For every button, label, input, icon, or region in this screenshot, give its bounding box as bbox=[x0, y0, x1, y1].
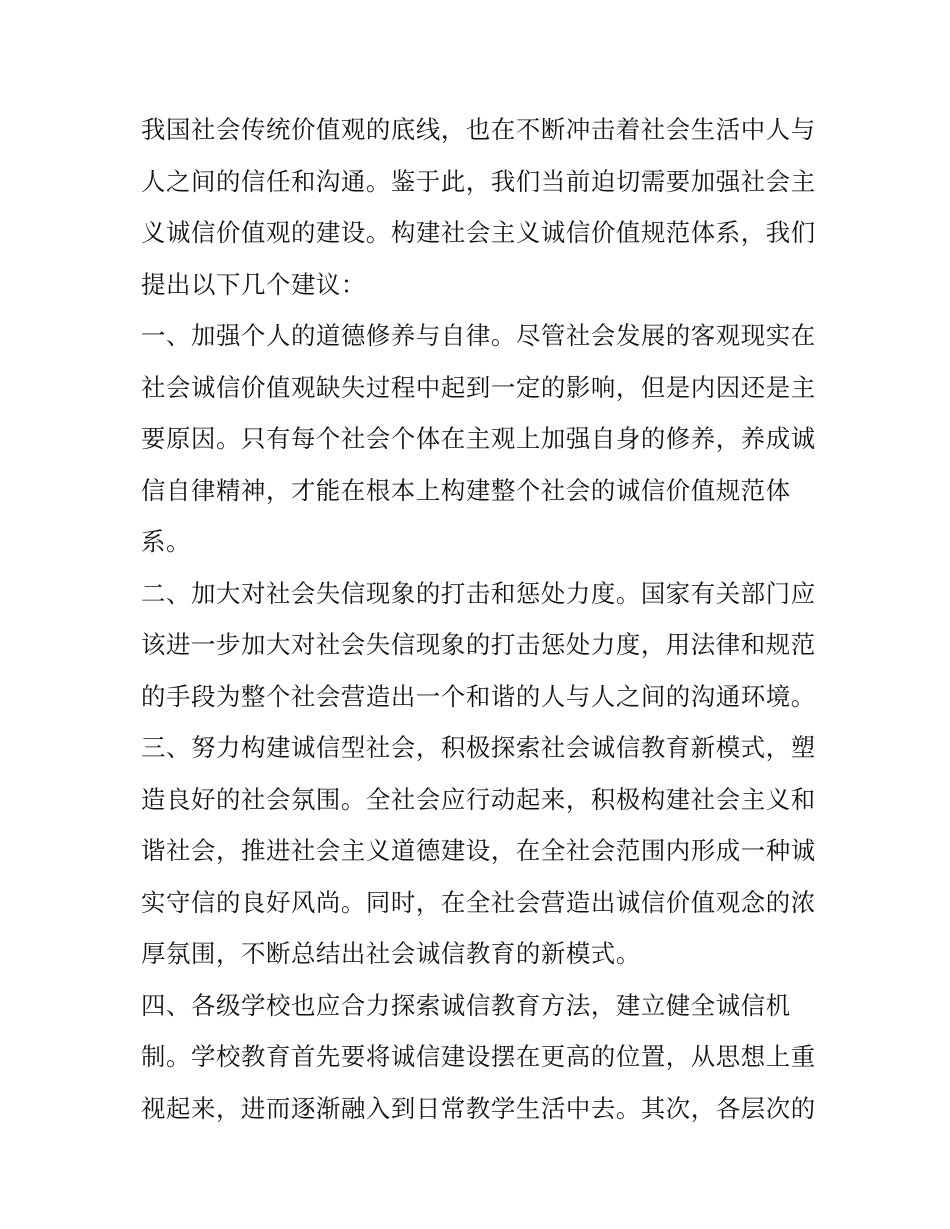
text-line: 我国社会传统价值观的底线，也在不断冲击着社会生活中人与 bbox=[141, 115, 816, 144]
text-line: 谐社会，推进社会主义道德建设，在全社会范围内形成一种诚 bbox=[141, 836, 816, 865]
text-line: 的手段为整个社会营造出一个和谐的人与人之间的沟通环境。 bbox=[141, 681, 816, 711]
text-line: 四、各级学校也应合力探索诚信教育方法，建立健全诚信机 bbox=[141, 990, 791, 1020]
text-line: 造良好的社会氛围。全社会应行动起来，积极构建社会主义和 bbox=[141, 784, 816, 814]
text-line: 提出以下几个建议： bbox=[141, 269, 366, 299]
text-line: 二、加大对社会失信现象的打击和惩处力度。国家有关部门应 bbox=[141, 578, 816, 608]
text-line: 三、努力构建诚信型社会，积极探索社会诚信教育新模式，塑 bbox=[141, 733, 816, 762]
text-line: 社会诚信价值观缺失过程中起到一定的影响，但是内因还是主 bbox=[141, 372, 816, 402]
text-line: 系。 bbox=[141, 527, 191, 556]
body-text bbox=[141, 104, 821, 1134]
text-line: 要原因。只有每个社会个体在主观上加强自身的修养，养成诚 bbox=[141, 424, 816, 453]
text-line: 该进一步加大对社会失信现象的打击惩处力度，用法律和规范 bbox=[141, 630, 816, 659]
text-line: 制。学校教育首先要将诚信建设摆在更高的位置，从思想上重 bbox=[141, 1042, 816, 1071]
text-line: 信自律精神，才能在根本上构建整个社会的诚信价值规范体 bbox=[141, 475, 791, 505]
text-line: 义诚信价值观的建设。构建社会主义诚信价值规范体系，我们 bbox=[141, 218, 816, 247]
text-line: 人之间的信任和沟通。鉴于此，我们当前迫切需要加强社会主 bbox=[141, 166, 816, 196]
text-line: 厚氛围，不断总结出社会诚信教育的新模式。 bbox=[141, 939, 641, 968]
text-line: 视起来，进而逐渐融入到日常教学生活中去。其次，各层次的 bbox=[141, 1093, 816, 1123]
text-line: 一、加强个人的道德修养与自律。尽管社会发展的客观现实在 bbox=[141, 321, 816, 350]
text-line: 实守信的良好风尚。同时，在全社会营造出诚信价值观念的浓 bbox=[141, 887, 816, 917]
